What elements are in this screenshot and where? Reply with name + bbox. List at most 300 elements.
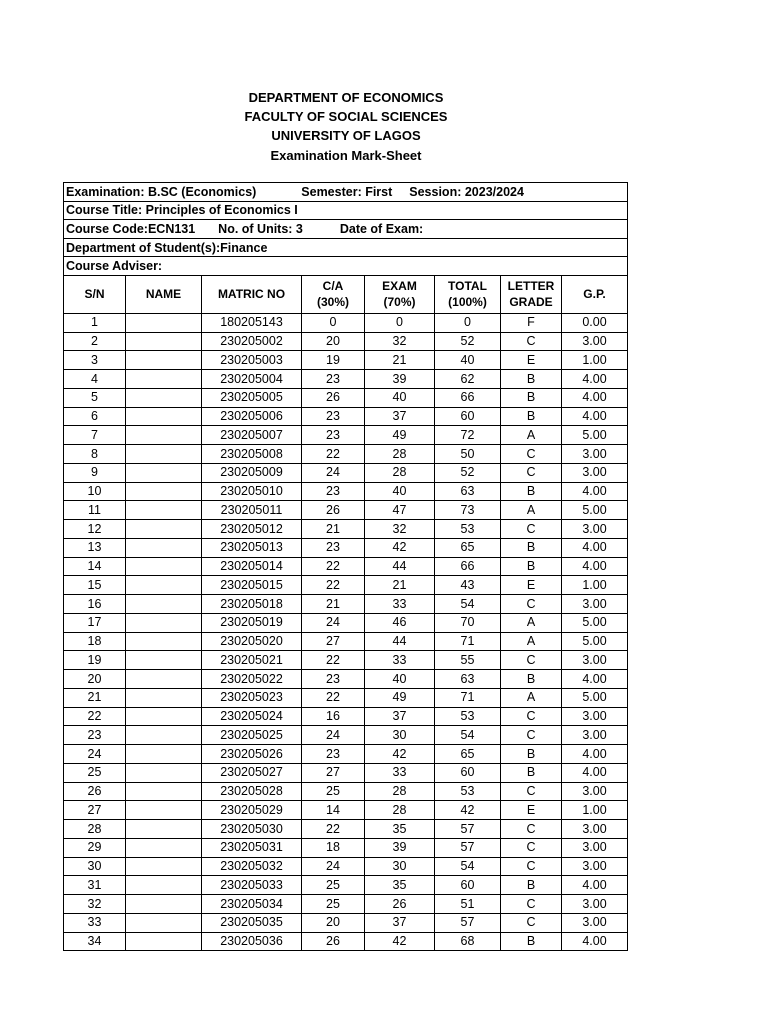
table-row [64,557,628,576]
cell-name [126,538,202,557]
cell-letter-grade: B [501,745,562,764]
cell-name [126,670,202,689]
table-row [64,445,628,464]
cell-letter-grade: B [501,557,562,576]
cell-matric-no: 230205019 [202,613,302,632]
table-row [64,632,628,651]
cell-matric-no: 230205011 [202,501,302,520]
cell-sn: 7 [64,426,126,445]
cell-ca: 24 [302,726,365,745]
cell-sn: 27 [64,801,126,820]
cell-total: 65 [435,538,501,557]
info-row-examination [64,183,628,202]
cell-matric-no: 180205143 [202,313,302,332]
cell-sn: 29 [64,838,126,857]
cell-ca: 22 [302,557,365,576]
cell-sn: 32 [64,895,126,914]
cell-matric-no: 230205035 [202,913,302,932]
department-heading: DEPARTMENT OF ECONOMICS [248,90,444,105]
cell-exam: 39 [365,838,435,857]
cell-name [126,388,202,407]
table-row [64,763,628,782]
cell-letter-grade: B [501,482,562,501]
cell-total: 53 [435,707,501,726]
cell-exam: 42 [365,538,435,557]
cell-exam: 30 [365,726,435,745]
cell-sn: 17 [64,613,126,632]
cell-total: 73 [435,501,501,520]
cell-gp: 3.00 [562,895,628,914]
cell-total: 60 [435,876,501,895]
cell-matric-no: 230205005 [202,388,302,407]
cell-ca: 18 [302,838,365,857]
table-row [64,463,628,482]
cell-name [126,370,202,389]
table-row [64,538,628,557]
cell-letter-grade: C [501,857,562,876]
cell-total: 68 [435,932,501,951]
cell-ca: 0 [302,313,365,332]
cell-sn: 1 [64,313,126,332]
cell-matric-no: 230205008 [202,445,302,464]
table-row [64,426,628,445]
cell-exam: 26 [365,895,435,914]
table-row [64,651,628,670]
cell-sn: 6 [64,407,126,426]
cell-sn: 33 [64,913,126,932]
cell-gp: 4.00 [562,876,628,895]
col-header-ca: C/A (30%) [302,275,365,313]
cell-total: 0 [435,313,501,332]
cell-name [126,857,202,876]
cell-total: 71 [435,688,501,707]
cell-name [126,820,202,839]
date-of-exam-field: Date of Exam: [339,221,424,236]
cell-ca: 23 [302,745,365,764]
cell-gp: 5.00 [562,501,628,520]
cell-name [126,520,202,539]
info-row-course-title [64,201,628,220]
cell-name [126,913,202,932]
table-row [64,857,628,876]
cell-name [126,782,202,801]
cell-name [126,445,202,464]
cell-gp: 3.00 [562,726,628,745]
cell-exam: 44 [365,632,435,651]
student-rows [64,313,628,951]
cell-letter-grade: A [501,632,562,651]
cell-sn: 23 [64,726,126,745]
cell-total: 43 [435,576,501,595]
cell-matric-no: 230205029 [202,801,302,820]
cell-total: 66 [435,557,501,576]
cell-letter-grade: B [501,407,562,426]
cell-ca: 23 [302,670,365,689]
cell-gp: 1.00 [562,576,628,595]
cell-sn: 2 [64,332,126,351]
cell-letter-grade: B [501,538,562,557]
cell-gp: 4.00 [562,670,628,689]
cell-total: 57 [435,838,501,857]
cell-ca: 22 [302,820,365,839]
col-header-letter-grade: LETTER GRADE [501,275,562,313]
cell-sn: 3 [64,351,126,370]
cell-letter-grade: B [501,932,562,951]
cell-matric-no: 230205024 [202,707,302,726]
cell-total: 57 [435,913,501,932]
cell-name [126,707,202,726]
cell-exam: 42 [365,745,435,764]
cell-matric-no: 230205026 [202,745,302,764]
cell-matric-no: 230205032 [202,857,302,876]
cell-sn: 22 [64,707,126,726]
cell-exam: 28 [365,782,435,801]
cell-ca: 19 [302,351,365,370]
course-code-field: Course Code:ECN131 [66,221,196,236]
cell-total: 70 [435,613,501,632]
table-row [64,895,628,914]
cell-ca: 20 [302,332,365,351]
cell-gp: 5.00 [562,632,628,651]
table-row [64,913,628,932]
course-adviser-field: Course Adviser: [66,259,163,274]
col-header-gp: G.P. [562,275,628,313]
cell-letter-grade: C [501,820,562,839]
cell-total: 52 [435,463,501,482]
cell-letter-grade: A [501,613,562,632]
cell-exam: 33 [365,595,435,614]
department-of-students-field: Department of Student(s):Finance [66,240,268,255]
cell-sn: 21 [64,688,126,707]
cell-total: 66 [435,388,501,407]
table-row [64,332,628,351]
col-header-name: NAME [126,275,202,313]
cell-name [126,595,202,614]
cell-ca: 23 [302,426,365,445]
cell-total: 71 [435,632,501,651]
cell-letter-grade: A [501,426,562,445]
cell-gp: 3.00 [562,651,628,670]
cell-ca: 26 [302,388,365,407]
cell-matric-no: 230205033 [202,876,302,895]
cell-exam: 35 [365,820,435,839]
cell-gp: 4.00 [562,388,628,407]
cell-exam: 21 [365,351,435,370]
cell-gp: 0.00 [562,313,628,332]
col-header-total: TOTAL (100%) [435,275,501,313]
cell-name [126,838,202,857]
table-row [64,820,628,839]
table-row [64,482,628,501]
session-field: Session: 2023/2024 [409,184,524,199]
cell-letter-grade: E [501,351,562,370]
cell-gp: 1.00 [562,801,628,820]
cell-exam: 30 [365,857,435,876]
cell-exam: 35 [365,876,435,895]
cell-matric-no: 230205020 [202,632,302,651]
cell-gp: 5.00 [562,426,628,445]
cell-ca: 24 [302,857,365,876]
cell-sn: 4 [64,370,126,389]
cell-letter-grade: B [501,388,562,407]
cell-ca: 14 [302,801,365,820]
cell-exam: 28 [365,445,435,464]
table-row [64,932,628,951]
cell-letter-grade: C [501,707,562,726]
cell-exam: 32 [365,332,435,351]
cell-ca: 22 [302,576,365,595]
cell-name [126,651,202,670]
cell-gp: 3.00 [562,463,628,482]
cell-matric-no: 230205021 [202,651,302,670]
cell-ca: 21 [302,520,365,539]
cell-name [126,351,202,370]
table-row [64,576,628,595]
cell-exam: 46 [365,613,435,632]
cell-sn: 14 [64,557,126,576]
cell-ca: 25 [302,876,365,895]
cell-sn: 19 [64,651,126,670]
cell-name [126,482,202,501]
cell-matric-no: 230205023 [202,688,302,707]
col-header-sn: S/N [64,275,126,313]
cell-ca: 21 [302,595,365,614]
cell-gp: 5.00 [562,613,628,632]
cell-exam: 0 [365,313,435,332]
cell-gp: 4.00 [562,482,628,501]
table-row [64,313,628,332]
col-header-matric: MATRIC NO [202,275,302,313]
cell-name [126,313,202,332]
cell-sn: 34 [64,932,126,951]
cell-ca: 26 [302,932,365,951]
cell-exam: 33 [365,763,435,782]
table-row [64,501,628,520]
cell-exam: 40 [365,482,435,501]
cell-exam: 47 [365,501,435,520]
cell-matric-no: 230205031 [202,838,302,857]
cell-exam: 49 [365,688,435,707]
cell-matric-no: 230205025 [202,726,302,745]
cell-exam: 44 [365,557,435,576]
cell-sn: 10 [64,482,126,501]
table-row [64,838,628,857]
cell-matric-no: 230205036 [202,932,302,951]
cell-gp: 3.00 [562,820,628,839]
cell-sn: 5 [64,388,126,407]
cell-gp: 4.00 [562,745,628,764]
cell-matric-no: 230205014 [202,557,302,576]
cell-name [126,876,202,895]
cell-letter-grade: C [501,838,562,857]
cell-letter-grade: A [501,688,562,707]
cell-total: 72 [435,426,501,445]
cell-matric-no: 230205002 [202,332,302,351]
cell-name [126,463,202,482]
cell-sn: 11 [64,501,126,520]
cell-matric-no: 230205030 [202,820,302,839]
cell-letter-grade: F [501,313,562,332]
table-row [64,782,628,801]
units-field: No. of Units: 3 [218,221,303,236]
cell-ca: 23 [302,407,365,426]
cell-matric-no: 230205034 [202,895,302,914]
cell-exam: 32 [365,520,435,539]
table-row [64,370,628,389]
cell-letter-grade: C [501,463,562,482]
cell-total: 54 [435,726,501,745]
cell-ca: 24 [302,613,365,632]
cell-matric-no: 230205004 [202,370,302,389]
cell-exam: 49 [365,426,435,445]
cell-sn: 24 [64,745,126,764]
cell-name [126,688,202,707]
cell-ca: 26 [302,501,365,520]
cell-sn: 30 [64,857,126,876]
cell-matric-no: 230205015 [202,576,302,595]
table-row [64,726,628,745]
cell-ca: 20 [302,913,365,932]
course-title-field: Course Title: Principles of Economics I [66,203,298,218]
cell-matric-no: 230205010 [202,482,302,501]
cell-total: 63 [435,482,501,501]
cell-exam: 40 [365,670,435,689]
cell-letter-grade: C [501,595,562,614]
cell-gp: 4.00 [562,407,628,426]
cell-ca: 22 [302,688,365,707]
cell-ca: 27 [302,763,365,782]
cell-ca: 25 [302,782,365,801]
cell-exam: 37 [365,913,435,932]
cell-total: 52 [435,332,501,351]
table-row [64,801,628,820]
document-title: Examination Mark-Sheet [270,148,422,163]
cell-ca: 23 [302,370,365,389]
cell-gp: 3.00 [562,707,628,726]
table-row [64,745,628,764]
cell-ca: 22 [302,651,365,670]
cell-name [126,557,202,576]
cell-gp: 3.00 [562,595,628,614]
table-row [64,876,628,895]
cell-exam: 28 [365,801,435,820]
cell-letter-grade: A [501,501,562,520]
cell-matric-no: 230205003 [202,351,302,370]
cell-name [126,407,202,426]
cell-sn: 15 [64,576,126,595]
cell-ca: 25 [302,895,365,914]
cell-gp: 3.00 [562,520,628,539]
cell-matric-no: 230205022 [202,670,302,689]
table-row [64,520,628,539]
mark-sheet-table [63,182,628,951]
cell-letter-grade: C [501,332,562,351]
table-row [64,407,628,426]
cell-name [126,763,202,782]
cell-name [126,426,202,445]
cell-name [126,745,202,764]
cell-sn: 12 [64,520,126,539]
cell-letter-grade: C [501,895,562,914]
cell-ca: 27 [302,632,365,651]
cell-exam: 39 [365,370,435,389]
table-row [64,388,628,407]
cell-total: 62 [435,370,501,389]
cell-gp: 3.00 [562,445,628,464]
info-row-department [64,238,628,257]
cell-sn: 28 [64,820,126,839]
cell-exam: 37 [365,707,435,726]
cell-exam: 42 [365,932,435,951]
cell-letter-grade: E [501,801,562,820]
cell-total: 60 [435,763,501,782]
cell-matric-no: 230205007 [202,426,302,445]
cell-total: 54 [435,595,501,614]
examination-field: Examination: B.SC (Economics) [66,184,257,199]
cell-total: 50 [435,445,501,464]
cell-name [126,613,202,632]
cell-letter-grade: B [501,670,562,689]
cell-sn: 8 [64,445,126,464]
cell-letter-grade: C [501,782,562,801]
cell-gp: 3.00 [562,838,628,857]
cell-letter-grade: C [501,726,562,745]
cell-matric-no: 230205006 [202,407,302,426]
table-row [64,351,628,370]
cell-total: 54 [435,857,501,876]
cell-total: 65 [435,745,501,764]
info-row-adviser [64,257,628,276]
cell-exam: 28 [365,463,435,482]
cell-gp: 3.00 [562,913,628,932]
cell-matric-no: 230205018 [202,595,302,614]
table-row [64,688,628,707]
university-heading: UNIVERSITY OF LAGOS [271,128,421,143]
cell-matric-no: 230205027 [202,763,302,782]
cell-exam: 21 [365,576,435,595]
cell-sn: 16 [64,595,126,614]
faculty-heading: FACULTY OF SOCIAL SCIENCES [244,109,448,124]
cell-ca: 22 [302,445,365,464]
cell-sn: 13 [64,538,126,557]
cell-letter-grade: C [501,520,562,539]
col-header-exam: EXAM (70%) [365,275,435,313]
cell-name [126,632,202,651]
cell-gp: 4.00 [562,538,628,557]
cell-total: 55 [435,651,501,670]
cell-letter-grade: B [501,876,562,895]
cell-gp: 5.00 [562,688,628,707]
cell-gp: 3.00 [562,332,628,351]
cell-name [126,895,202,914]
cell-ca: 23 [302,482,365,501]
cell-name [126,332,202,351]
cell-total: 63 [435,670,501,689]
cell-gp: 1.00 [562,351,628,370]
cell-total: 57 [435,820,501,839]
cell-letter-grade: C [501,913,562,932]
cell-matric-no: 230205013 [202,538,302,557]
cell-ca: 24 [302,463,365,482]
cell-total: 53 [435,782,501,801]
cell-sn: 26 [64,782,126,801]
cell-name [126,501,202,520]
cell-letter-grade: C [501,445,562,464]
cell-total: 60 [435,407,501,426]
cell-matric-no: 230205009 [202,463,302,482]
cell-total: 53 [435,520,501,539]
cell-matric-no: 230205028 [202,782,302,801]
